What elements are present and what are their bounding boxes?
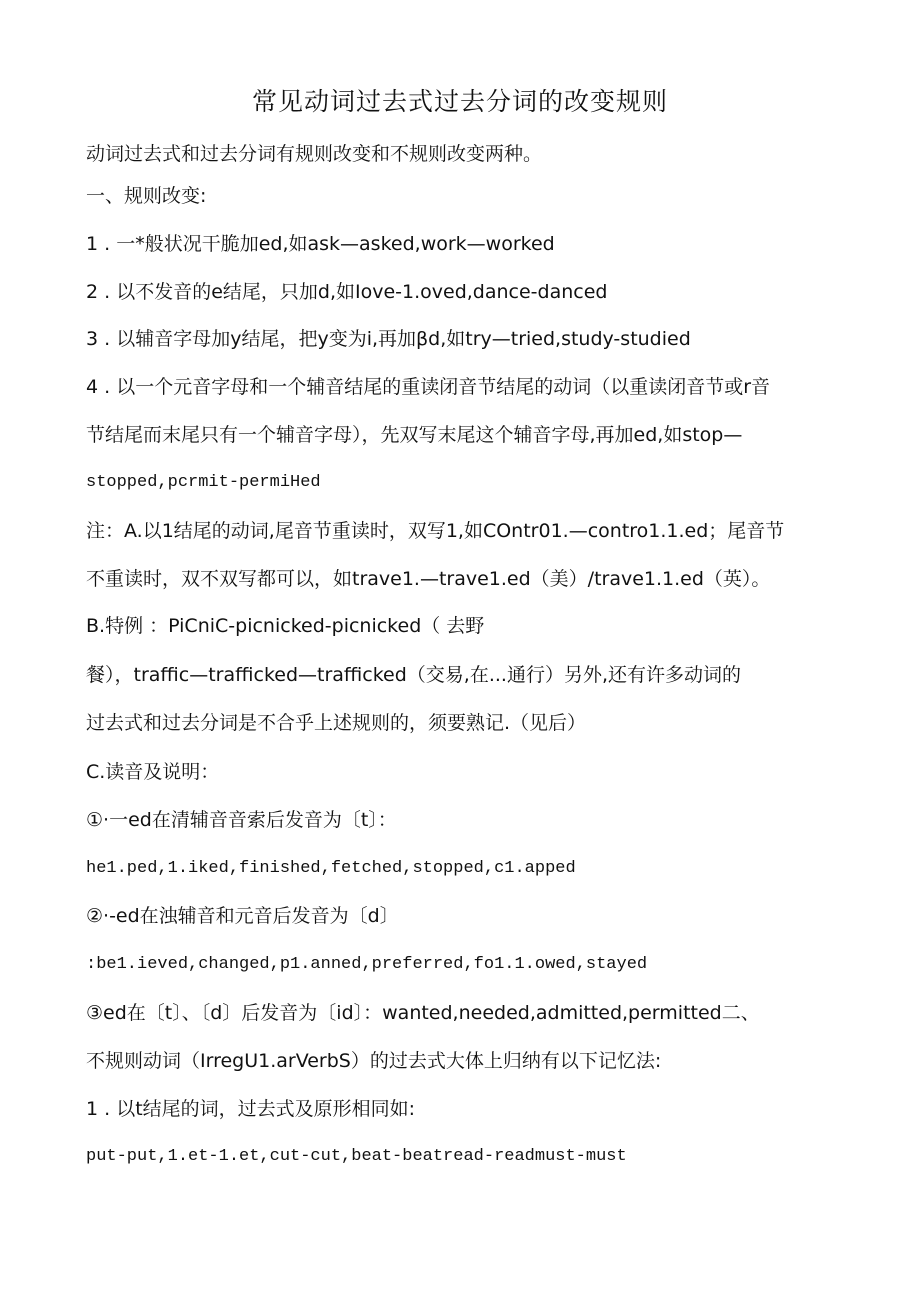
note-b-line-3: 过去式和过去分词是不合乎上述规则的，须要熟记.（见后）	[86, 712, 587, 734]
note-a-line-2: 不重读时，双不双写都可以，如trave1.—trave1.ed（美）/trave1.1.ed（英）。	[86, 568, 771, 590]
rule-3: 3 . 以辅音字母加y结尾，把y变为i,再加βd,如try—tried,study-studied	[86, 328, 691, 350]
rule-4-line-1: 4 . 以一个元音字母和一个辅音结尾的重读闭音节结尾的动词（以重读闭音节或r音	[86, 376, 771, 398]
irregular-rule-1: 1 . 以t结尾的词，过去式及原形相同如:	[86, 1098, 416, 1120]
document-title: 常见动词过去式过去分词的改变规则	[251, 87, 668, 116]
heading-regular-changes: 一、规则改变:	[86, 185, 207, 207]
note-c-heading: C.读音及说明：	[86, 761, 220, 783]
pronunciation-3: ③ed在〔t〕、〔d〕后发音为〔id〕：wanted,needed,admitted,permitted二、	[86, 1002, 760, 1024]
pronunciation-1: ①·一ed在清辅音音索后发音为〔t〕：	[86, 809, 397, 831]
paragraph-intro: 动词过去式和过去分词有规则改变和不规则改变两种。	[86, 143, 543, 165]
rule-4-line-2: 节结尾而末尾只有一个辅音字母），先双写末尾这个辅音字母,再加ed,如stop—	[86, 424, 743, 446]
note-b-line-1: B.特例 ：PiCniC-picnicked-picnicked（ 去野	[86, 615, 485, 637]
rule-2: 2 . 以不发音的e结尾，只加d,如Iove-1.oved,dance-danced	[86, 281, 608, 303]
irregular-rule-1-examples: put-put,1.et-1.et,cut-cut,beat-beatread-readmust-must	[86, 1147, 627, 1166]
pronunciation-2: ②·-ed在浊辅音和元音后发音为〔d〕	[86, 905, 399, 927]
note-a-line-1: 注：A.以1结尾的动词,尾音节重读时，双写1,如COntr01.—contro1.1.ed；尾音节	[86, 520, 785, 542]
irregular-verbs-heading: 不规则动词（IrregU1.arVerbS）的过去式大体上归纳有以下记忆法:	[86, 1050, 662, 1072]
rule-4-line-3: stopped,pcrmit-permiHed	[86, 473, 321, 492]
rule-1: 1 . 一*般状况干脆加ed,如ask—asked,work—worked	[86, 233, 555, 255]
pronunciation-1-examples: he1.ped,1.iked,finished,fetched,stopped,c1.apped	[86, 859, 576, 878]
note-b-line-2: 餐），traffic—trafficked—trafficked（交易,在...通行）另外,还有许多动词的	[86, 664, 742, 686]
pronunciation-2-examples: :be1.ieved,changed,p1.anned,preferred,fo1.1.owed,stayed	[86, 955, 648, 974]
